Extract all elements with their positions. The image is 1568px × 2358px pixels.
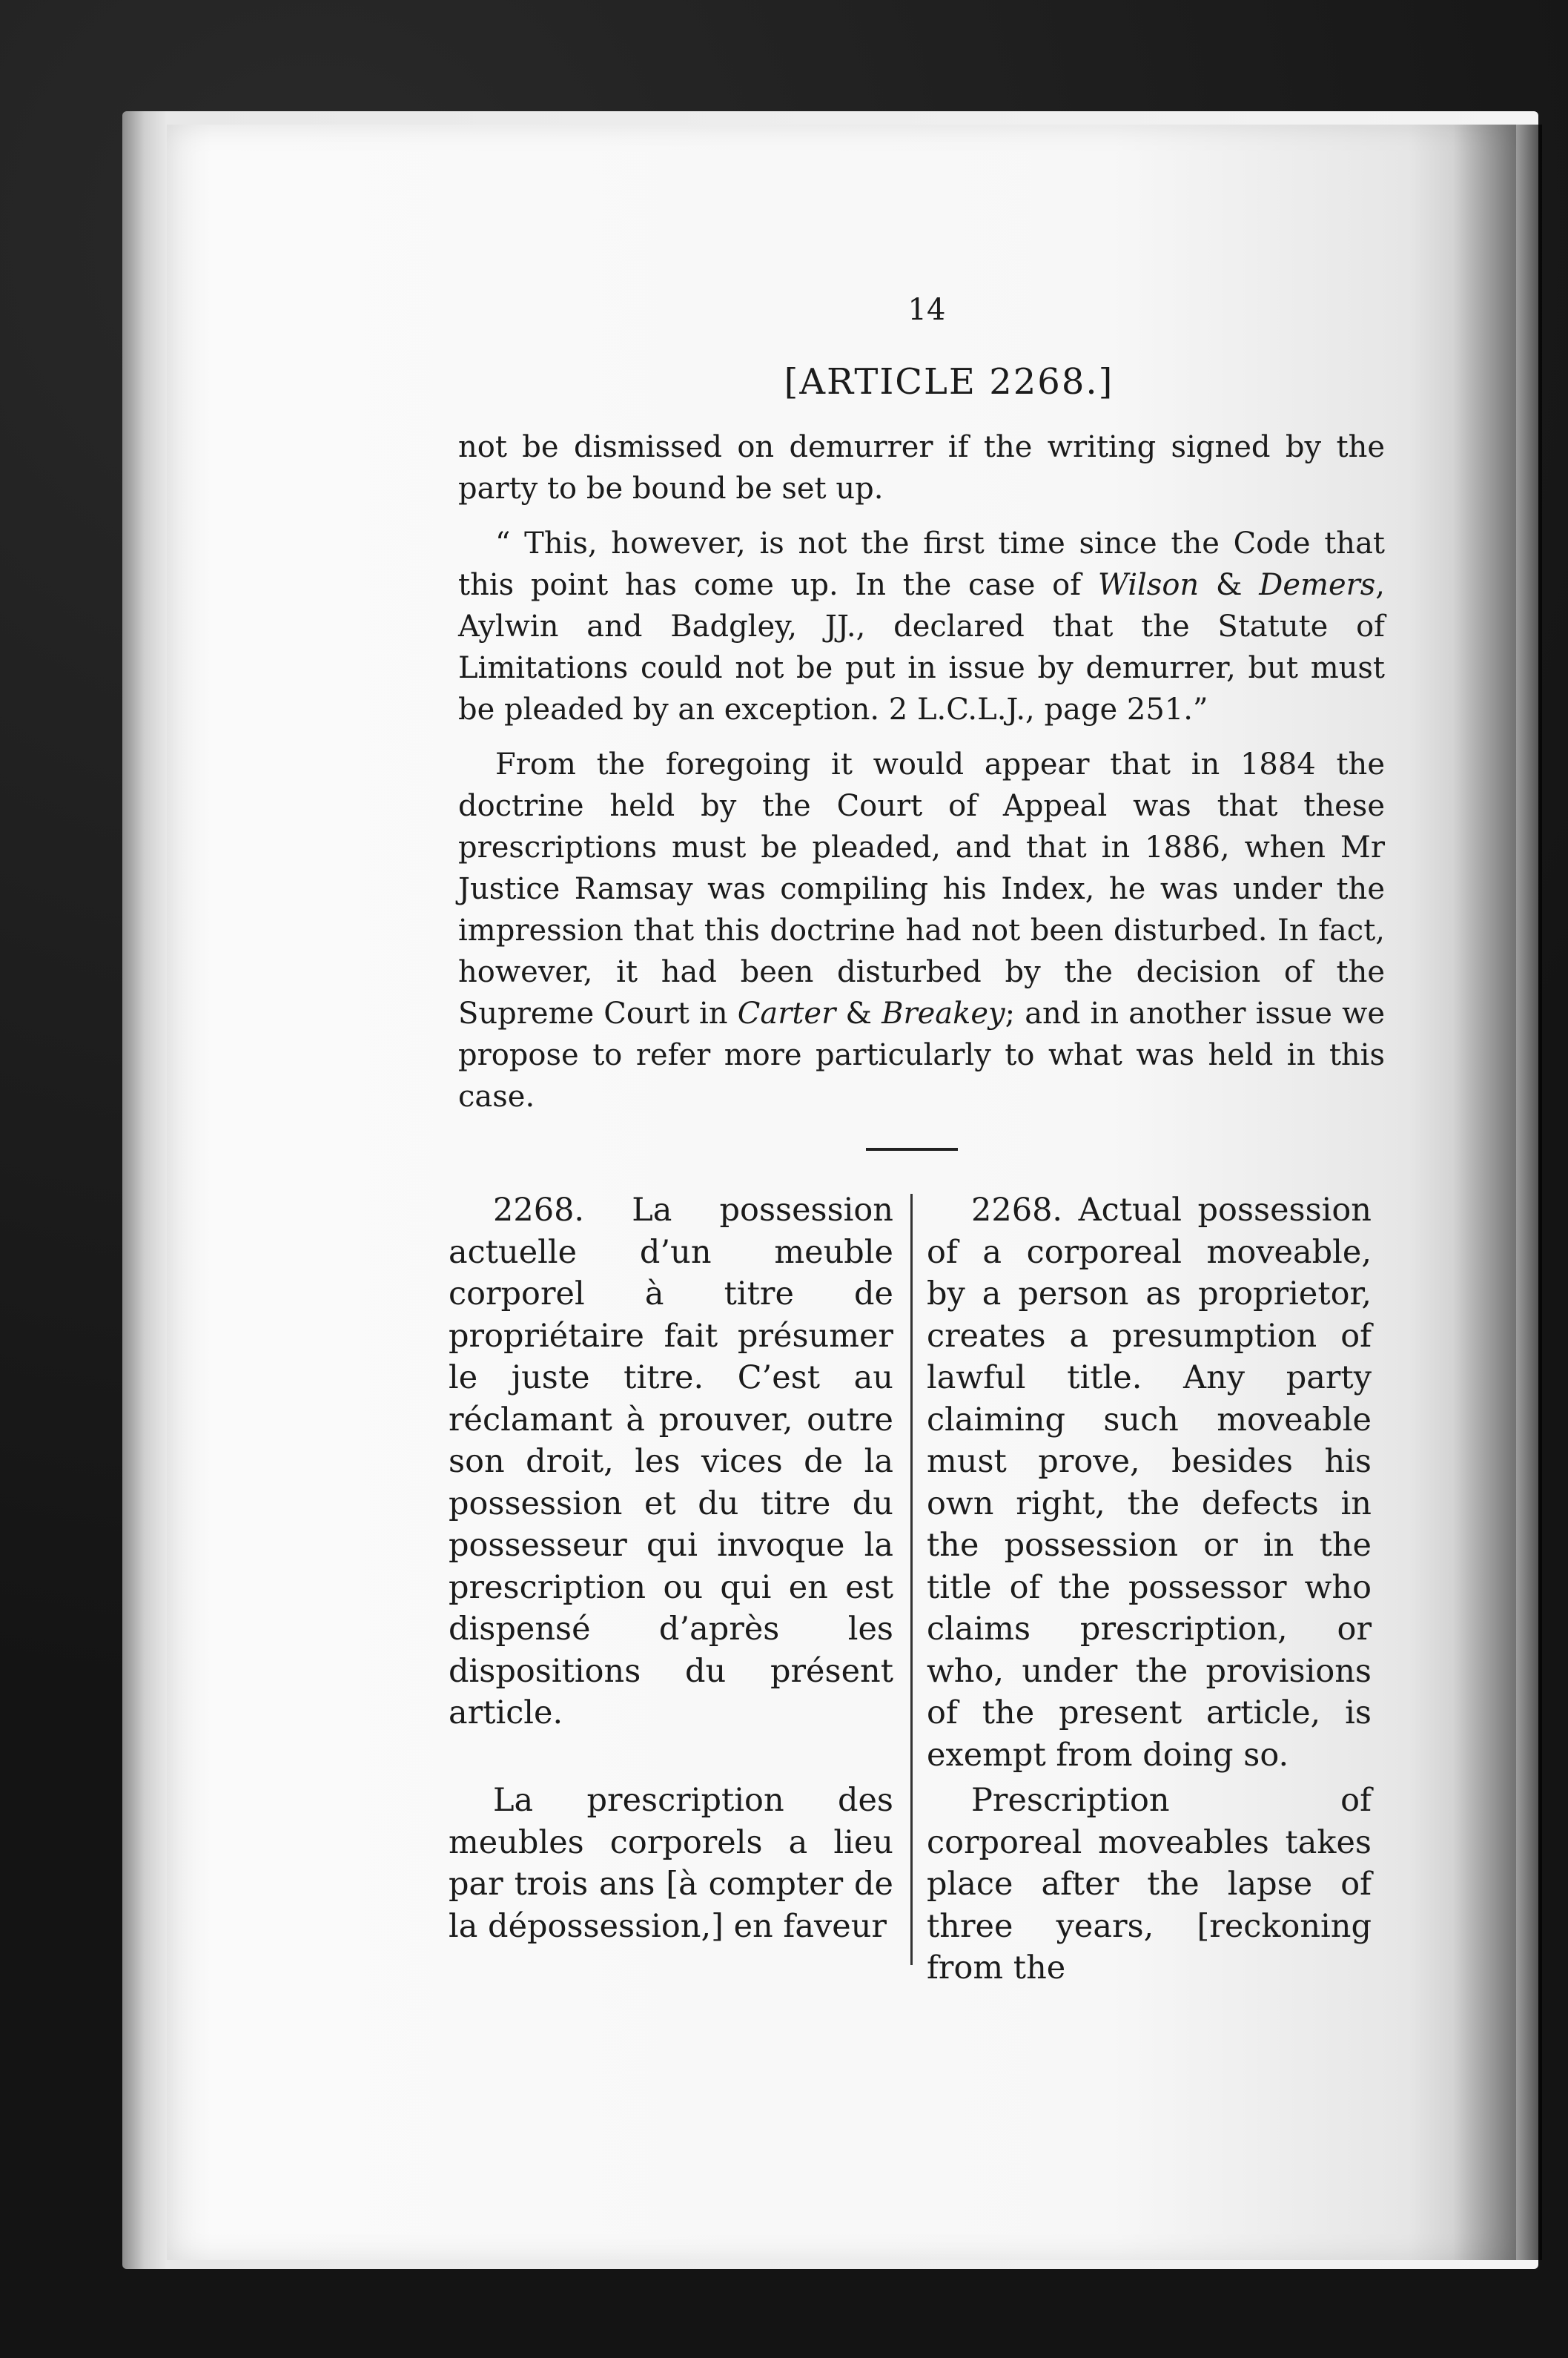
column-divider bbox=[910, 1194, 913, 1965]
article-french-paragraph-2: La prescription des meubles corporels a lieu par trois ans [à compter de la dépossession,] en faveur bbox=[449, 1782, 893, 1945]
paragraph-2-text-b: , Aylwin and Badgley, JJ., declared that the Statute of Limitations could not be put in issue by demurrer, but must be pleaded by an exception. 2 L.C.L.J., page 251.” bbox=[458, 568, 1385, 727]
article-english-paragraph-2: Prescription of corporeal moveables takes place after the lapse of three years, [reckoning from the bbox=[927, 1782, 1372, 1987]
article-french-column bbox=[449, 1189, 893, 1734]
article-french-column-2 bbox=[449, 1780, 893, 1947]
page-gutter-shadow bbox=[1453, 125, 1542, 2260]
case-name-wilson: Wilson bbox=[1097, 568, 1200, 602]
article-french-paragraph-1: 2268. La possession actuelle d’un meuble corporel à titre de propriétaire fait présumer le juste titre. C’est au réclamant à prouver, outre son droit, les vices de la possession et du titre du possesseur qui invoque la prescription ou qui en est dispensé d’après les dispositions du présent article. bbox=[449, 1192, 893, 1731]
paragraph-3-text-b: ; and in another issue we propose to refer more particularly to what was held in this case. bbox=[458, 997, 1385, 1114]
case-name-demers: Demers bbox=[1259, 568, 1376, 602]
article-english-column bbox=[927, 1189, 1372, 1776]
article-english-paragraph-1: 2268. Actual possession of a corporeal moveable, by a person as proprietor, creates a presumption of lawful title. Any party claiming such moveable must prove, besides his own right, the defects in the possession or in the title of the possessor who claims prescription, or who, under the provisions of the present article, is exempt from doing so. bbox=[927, 1192, 1372, 1774]
article-english-column-2 bbox=[927, 1780, 1372, 1989]
commentary-text bbox=[458, 426, 1385, 1117]
paragraph-3 bbox=[458, 744, 1385, 1117]
paragraph-2-text-a: “ This, however, is not the first time since the Code that this point has come up. In the case of bbox=[458, 526, 1385, 602]
article-heading: [ARTICLE 2268.] bbox=[784, 361, 1114, 403]
case-name-carter: Carter bbox=[737, 997, 836, 1031]
section-divider bbox=[866, 1148, 958, 1151]
page-number: 14 bbox=[907, 293, 946, 327]
ampersand: & bbox=[836, 997, 882, 1031]
paragraph-2 bbox=[458, 523, 1385, 730]
case-name-breakey: Breakey bbox=[881, 997, 1005, 1031]
paragraph-1: not be dismissed on demurrer if the writing signed by the party to be bound be set up. bbox=[458, 430, 1385, 506]
paragraph-3-text-a: From the foregoing it would appear that in 1884 the doctrine held by the Court of Appeal was that these prescriptions must be pleaded, and that in 1886, when Mr Justice Ramsay was compiling his Index, he was under the impression that this doctrine had not been disturbed. In fact, however, it had been disturbed by the decision of the Supreme Court in bbox=[458, 747, 1385, 1031]
ampersand: & bbox=[1199, 568, 1260, 602]
